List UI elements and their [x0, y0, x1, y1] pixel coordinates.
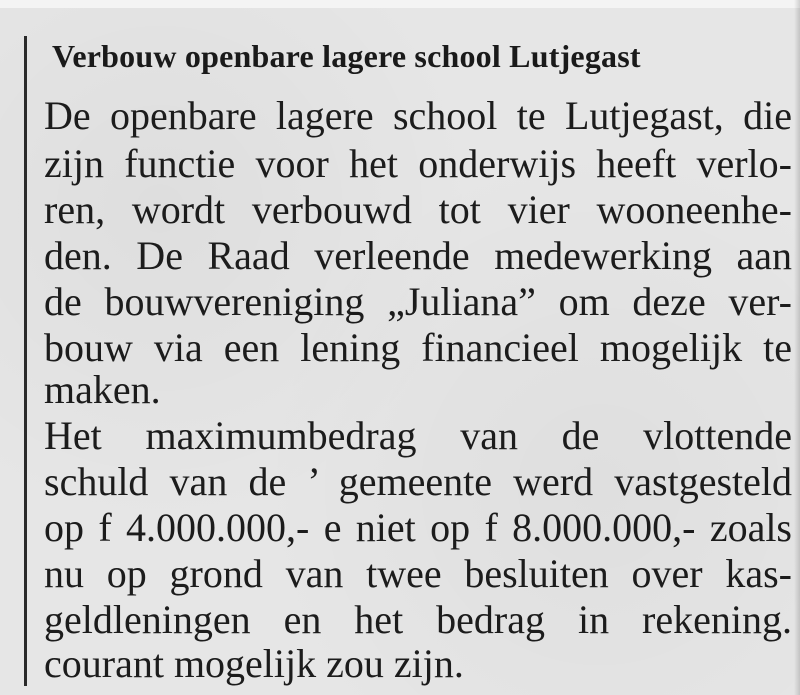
- article-line: bouw via een lening financieel mogelijk te: [44, 325, 792, 370]
- article-line: de bouwvereniging „Juliana” om deze ver-: [44, 279, 792, 324]
- article-line: maken.: [44, 367, 161, 412]
- article-line: ren, wordt verbouwd tot vier wooneenhe-: [44, 187, 792, 232]
- article-line: den. De Raad verleende medewerking aan: [44, 233, 792, 278]
- article-line: De openbare lagere school te Lutjegast, die: [44, 93, 792, 138]
- article-line: schuld van de ’ gemeente werd vastgesteld: [44, 459, 792, 504]
- article-line: geldleningen en het bedrag in rekening.: [44, 597, 792, 642]
- article-line: zijn functie voor het onderwijs heeft verlo-: [44, 141, 792, 186]
- article-headline: Verbouw openbare lagere school Lutjegast: [52, 38, 641, 74]
- article-line: nu op grond van twee besluiten over kas-: [44, 551, 792, 596]
- column-rule: [24, 36, 27, 686]
- article-line: op f 4.000.000,- e niet op f 8.000.000,- zoals: [44, 505, 792, 550]
- article-line: courant mogelijk zou zijn.: [44, 641, 464, 686]
- paper-top-edge: [0, 0, 800, 8]
- paper-right-edge: [794, 0, 800, 695]
- article-line: Het maximumbedrag van de vlottende: [44, 413, 792, 458]
